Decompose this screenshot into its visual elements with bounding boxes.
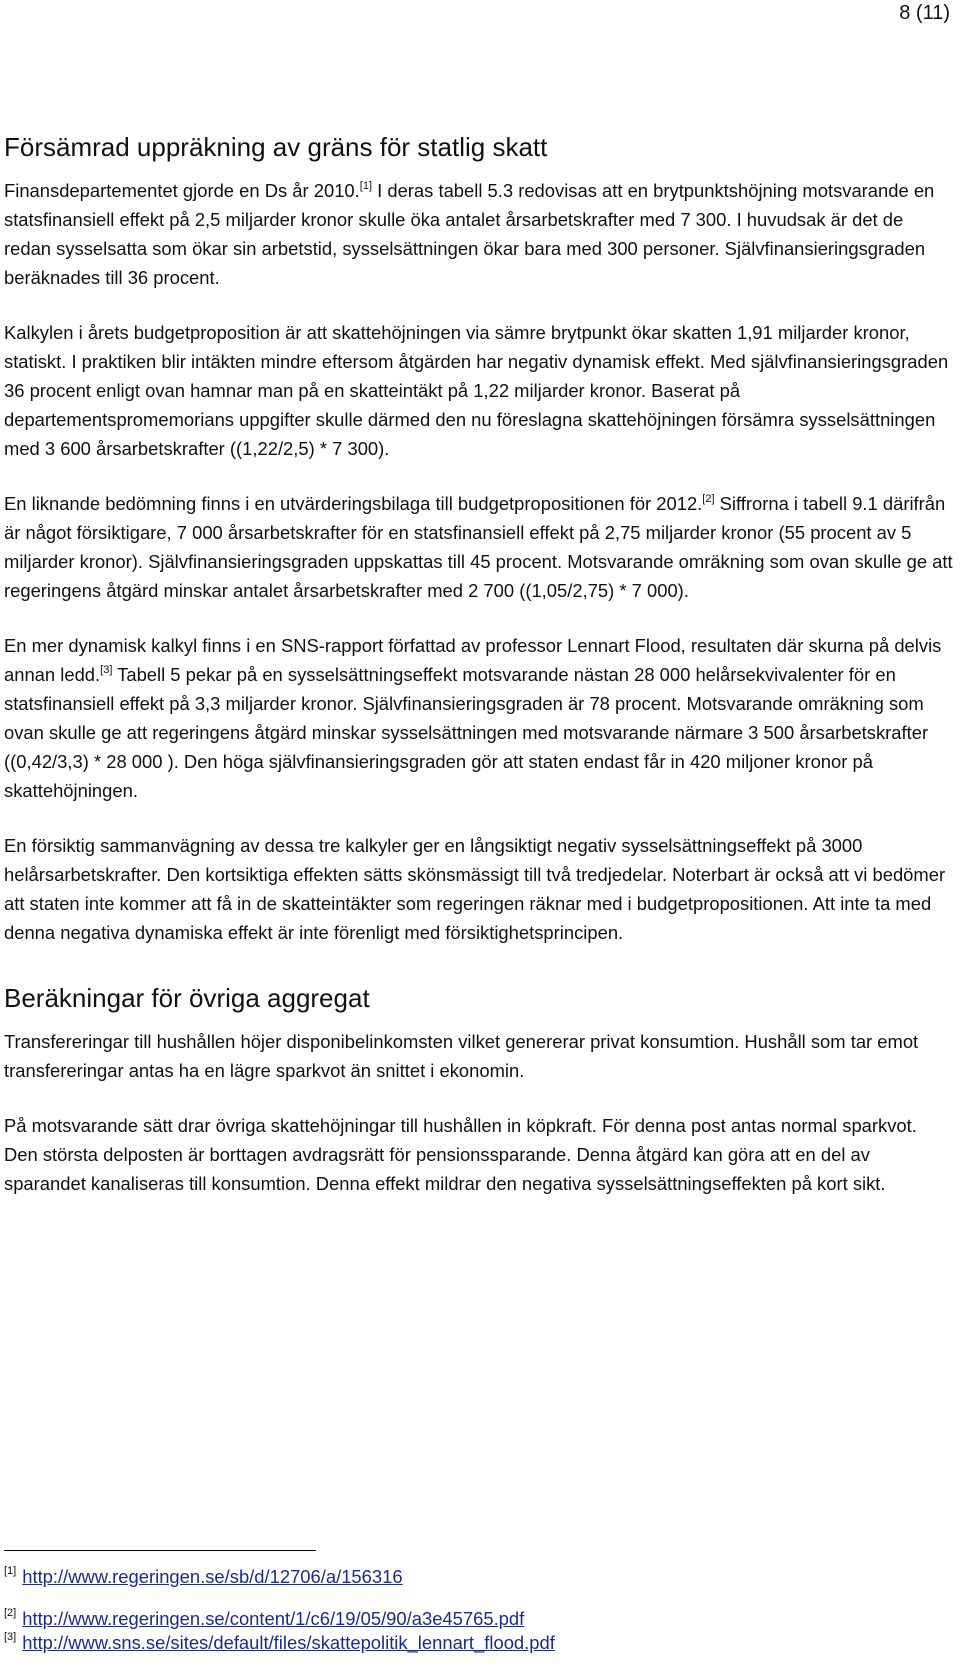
paragraph	[4, 489, 954, 605]
footnote-ref-3[interactable]: [3]	[100, 664, 113, 676]
paragraph	[4, 176, 954, 292]
paragraph: På motsvarande sätt drar övriga skattehöjningar till hushållen in köpkraft. För denna post antas normal sparkvot. Den största delposten är borttagen avdragsrätt för pensionssparande. Denna åtgärd kan göra att en del av sparandet kanaliseras till konsumtion. Denna effekt mildrar den negativa sysselsättningseffekten på kort sikt.	[4, 1115, 917, 1194]
paragraph: Transfereringar till hushållen höjer disponibelinkomsten vilket genererar privat konsumtion. Hushåll som tar emot transfereringar antas ha en lägre sparkvot än snittet i ekonomin.	[4, 1031, 919, 1081]
paragraph-text: I deras tabell 5.3 redovisas att en brytpunktshöjning motsvarande en statsfinansiell effekt på 2,5 miljarder kronor skulle öka antalet årsarbetskrafter med 7 300. I huvudsak är det de redan sysselsatta som ökar sin arbetstid, sysselsättningen ökar bara med 300 personer. Självfinansieringsgraden beräknades till 36 procent.	[4, 180, 935, 288]
paragraph-text: En mer dynamisk kalkyl finns i en SNS-rapport författad av professor Lennart Flood, resultaten där skurna på delvis annan ledd.	[4, 635, 942, 685]
footnote-3	[4, 1631, 954, 1655]
footnote-link-3[interactable]: http://www.sns.se/sites/default/files/skattepolitik_lennart_flood.pdf	[22, 1632, 555, 1653]
footnote-ref-1[interactable]: [1]	[359, 180, 373, 192]
paragraph-text: Finansdepartementet gjorde en Ds år 2010.	[4, 180, 360, 201]
footnote-mark: [2]	[4, 1607, 17, 1619]
paragraph-text: Siffrorna i tabell 9.1 därifrån är något försiktigare, 7 000 årsarbetskrafter för en statsfinansiell effekt på 2,75 miljarder kronor (55 procent av 5 miljarder kronor). Självfinansieringsgraden uppskattas till 45 procent. Motsvarande omräkning som ovan skulle ge att regeringens åtgärd minskar antalet årsarbetskrafter med 2 700 ((1,05/2,75) * 7 000).	[4, 493, 953, 601]
section-heading-statlig-skatt: Försämrad uppräkning av gräns för statlig skatt	[4, 132, 548, 162]
footnote-link-1[interactable]: http://www.regeringen.se/sb/d/12706/a/156316	[22, 1566, 403, 1587]
footnote-1	[4, 1565, 954, 1589]
page-number: 8 (11)	[899, 2, 950, 24]
paragraph	[4, 631, 954, 805]
footnote-link-2[interactable]: http://www.regeringen.se/content/1/c6/19/05/90/a3e45765.pdf	[22, 1608, 525, 1629]
footnote-mark: [3]	[4, 1631, 17, 1643]
footnote-2	[4, 1607, 954, 1631]
footnote-mark: [1]	[4, 1565, 17, 1577]
paragraph: En försiktig sammanvägning av dessa tre kalkyler ger en långsiktigt negativ sysselsättningseffekt på 3000 helårsarbetskrafter. Den kortsiktiga effekten sätts skönsmässigt till två tredjedelar. Noterbart är också att vi bedömer att staten inte kommer att få in de skatteintäkter som regeringen räknar med i budgetpropositionen. Att inte ta med denna negativa dynamiska effekt är inte förenligt med försiktighetsprincipen.	[4, 835, 946, 943]
footnote-ref-2[interactable]: [2]	[702, 493, 715, 505]
paragraph-text: Tabell 5 pekar på en sysselsättningseffekt motsvarande nästan 28 000 helårsekvivalenter för en statsfinansiell effekt på 3,3 miljarder kronor. Självfinansieringsgraden är 78 procent. Motsvarande omräkning som ovan skulle ge att regeringens åtgärd minskar sysselsättningen med motsvarande närmare 3 500 årsarbetskrafter ((0,42/3,3) * 28 000 ). Den höga självfinansieringsgraden gör att staten endast får in 420 miljoner kronor på skattehöjningen.	[4, 664, 929, 801]
document-body	[4, 130, 954, 1224]
footnotes	[4, 1550, 954, 1655]
paragraph: Kalkylen i årets budgetproposition är att skattehöjningen via sämre brytpunkt ökar skatten 1,91 miljarder kronor, statiskt. I praktiken blir intäkten mindre eftersom åtgärden har negativ dynamisk effekt. Med självfinansieringsgraden 36 procent enligt ovan hamnar man på en skatteintäkt på 1,22 miljarder kronor. Baserat på departementspromemorians uppgifter skulle därmed den nu föreslagna skattehöjningen försämra sysselsättningen med 3 600 årsarbetskrafter ((1,22/2,5) * 7 300).	[4, 322, 949, 459]
section-heading-ovriga-aggregat: Beräkningar för övriga aggregat	[4, 983, 370, 1013]
footnote-divider	[4, 1550, 316, 1551]
paragraph-text: En liknande bedömning finns i en utvärderingsbilaga till budgetpropositionen för 2012.	[4, 493, 703, 514]
